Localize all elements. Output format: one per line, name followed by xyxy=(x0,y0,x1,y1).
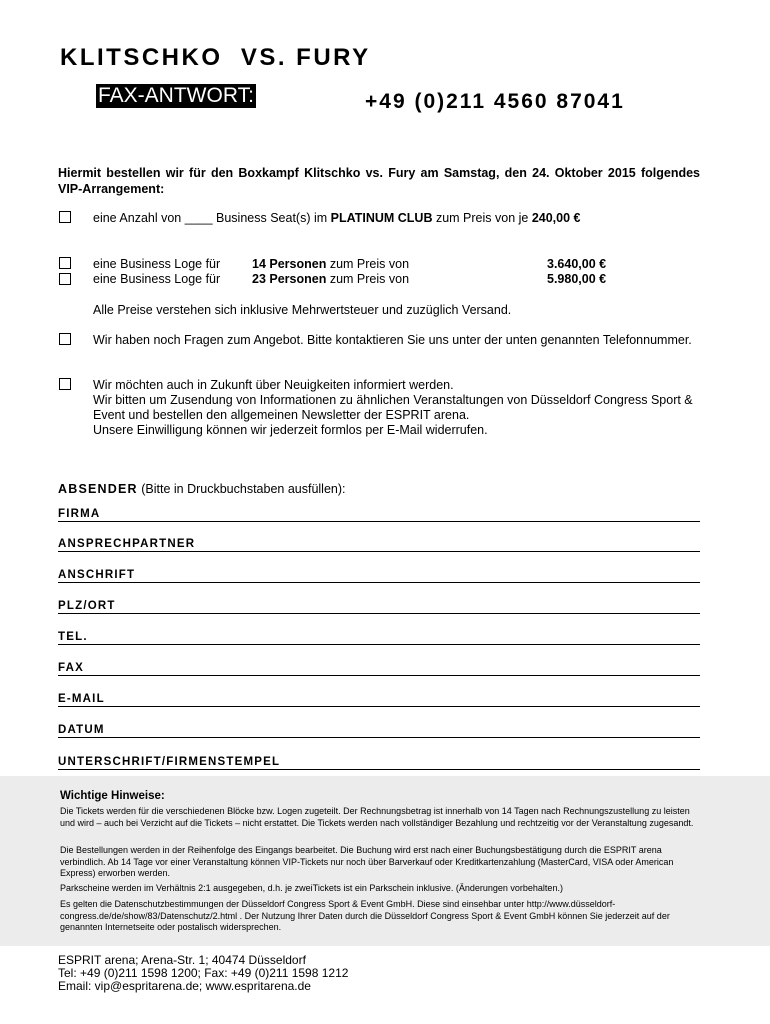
field-input-datum[interactable] xyxy=(58,737,700,738)
field-input-tel[interactable] xyxy=(58,644,700,645)
field-input-email[interactable] xyxy=(58,706,700,707)
field-input-plz-ort[interactable] xyxy=(58,613,700,614)
event-title: KLITSCHKO VS. FURY xyxy=(60,44,371,71)
footer-address xyxy=(58,954,348,993)
loge14-checkbox[interactable] xyxy=(59,257,71,269)
platinum-club: PLATINUM CLUB xyxy=(330,211,433,225)
newsletter-line3: Unsere Einwilligung können wir jederzeit formlos per E-Mail widerrufen. xyxy=(93,423,488,437)
order-intro: Hiermit bestellen wir für den Boxkampf Klitschko vs. Fury am Samstag, den 24. Oktober 2015 folgendes VIP-Arrangement: xyxy=(58,166,700,196)
loge23-text: eine Business Loge für xyxy=(93,272,221,286)
note-paragraph-4: Es gelten die Datenschutzbestimmungen der Düsseldorf Congress Sport & Event GmbH. Diese sind einsehbar unter http://www.düsseldorf-congress.de/de/show/83/Datenschutz/2.html . Der Nutzung Ihrer Daten durch die Düsseldorf Congress Sport & Event GmbH können Sie jederzeit auf der genannten Internetseite oder postalisch widersprechen. xyxy=(60,899,670,932)
field-label-fax: FAX xyxy=(58,662,84,674)
field-input-anschrift[interactable] xyxy=(58,582,700,583)
field-label-email: E-MAIL xyxy=(58,693,105,705)
field-label-datum: DATUM xyxy=(58,724,105,736)
loge23-persons-line xyxy=(252,272,409,287)
platinum-mid: zum Preis von je xyxy=(432,211,532,225)
newsletter-text xyxy=(93,378,700,438)
loge23-price: 5.980,00 € xyxy=(547,272,607,286)
newsletter-checkbox[interactable] xyxy=(59,378,71,390)
price-note: Alle Preise verstehen sich inklusive Mehrwertsteuer und zuzüglich Versand. xyxy=(93,303,512,317)
platinum-option xyxy=(93,211,581,226)
field-input-firma[interactable] xyxy=(58,521,700,522)
sender-heading xyxy=(58,482,346,496)
loge23-suffix: zum Preis von xyxy=(329,272,410,286)
sender-note: (Bitte in Druckbuchstaben ausfüllen): xyxy=(137,482,346,496)
platinum-price: 240,00 € xyxy=(531,211,581,225)
field-label-firma: FIRMA xyxy=(58,508,101,520)
field-label-anschrift: ANSCHRIFT xyxy=(58,569,136,581)
loge23-checkbox[interactable] xyxy=(59,273,71,285)
note-paragraph-3: Parkscheine werden im Verhältnis 2:1 ausgegeben, d.h. je zweiTickets ist ein Parkschein inklusive. (Änderungen vorbehalten.) xyxy=(60,883,563,893)
platinum-checkbox[interactable] xyxy=(59,211,71,223)
fax-label: FAX-ANTWORT: xyxy=(98,84,254,107)
loge14-text: eine Business Loge für xyxy=(93,257,221,271)
notes-title: Wichtige Hinweise: xyxy=(60,790,165,802)
note-paragraph-1: Die Tickets werden für die verschiedenen Blöcke bzw. Logen zugeteilt. Der Rechnungsbetrag ist innerhalb von 14 Tagen nach Rechnungszustellung zu leisten und wird – auch bei Verzicht auf die Tickets – nicht erstattet. Die Tickets werden nach vollständiger Bezahlung und rechtzeitig vor der Veranstaltung zugesandt. xyxy=(60,806,694,828)
note-paragraph-2: Die Bestellungen werden in der Reihenfolge des Eingangs bearbeitet. Die Buchung wird erst nach einer Buchungsbestätigung durch die ESPRIT arena verbindlich. Ab 14 Tage vor einer Veranstaltung können VIP-Tickets nur noch über Barverkauf oder Kreditkartenzahlung (MasterCard, VISA oder American Express) erworben werden. xyxy=(60,845,674,878)
field-label-unterschrift: UNTERSCHRIFT/FIRMENSTEMPEL xyxy=(58,756,281,768)
questions-checkbox[interactable] xyxy=(59,333,71,345)
newsletter-line2: Wir bitten um Zusendung von Informationen zu ähnlichen Veranstaltungen von Düsseldorf Congress Sport & Event und bestellen den allgemeinen Newsletter der ESPRIT arena. xyxy=(93,393,693,422)
field-input-fax[interactable] xyxy=(58,675,700,676)
loge14-suffix: zum Preis von xyxy=(329,257,410,271)
field-input-unterschrift[interactable] xyxy=(58,769,700,770)
sender-title: ABSENDER xyxy=(58,482,138,496)
field-label-plz-ort: PLZ/ORT xyxy=(58,600,116,612)
field-input-ansprechpartner[interactable] xyxy=(58,551,700,552)
platinum-prefix: eine Anzahl von ____ Business Seat(s) im xyxy=(93,211,331,225)
fax-number: +49 (0)211 4560 87041 xyxy=(365,90,625,113)
footer-line2: Tel: +49 (0)211 1598 1200; Fax: +49 (0)211 1598 1212 xyxy=(58,966,349,980)
newsletter-line1: Wir möchten auch in Zukunft über Neuigkeiten informiert werden. xyxy=(93,378,454,392)
questions-text: Wir haben noch Fragen zum Angebot. Bitte kontaktieren Sie uns unter der unten genannten Telefonnummer. xyxy=(93,333,692,347)
loge23-persons: 23 Personen xyxy=(252,272,327,286)
loge14-persons-line xyxy=(252,257,409,272)
loge14-price: 3.640,00 € xyxy=(547,257,607,271)
footer-line3: Email: vip@espritarena.de; www.espritarena.de xyxy=(58,979,311,993)
field-label-tel: TEL. xyxy=(58,631,88,643)
field-label-ansprechpartner: ANSPRECHPARTNER xyxy=(58,538,196,550)
loge14-persons: 14 Personen xyxy=(252,257,327,271)
footer-line1: ESPRIT arena; Arena-Str. 1; 40474 Düsseldorf xyxy=(58,953,306,967)
